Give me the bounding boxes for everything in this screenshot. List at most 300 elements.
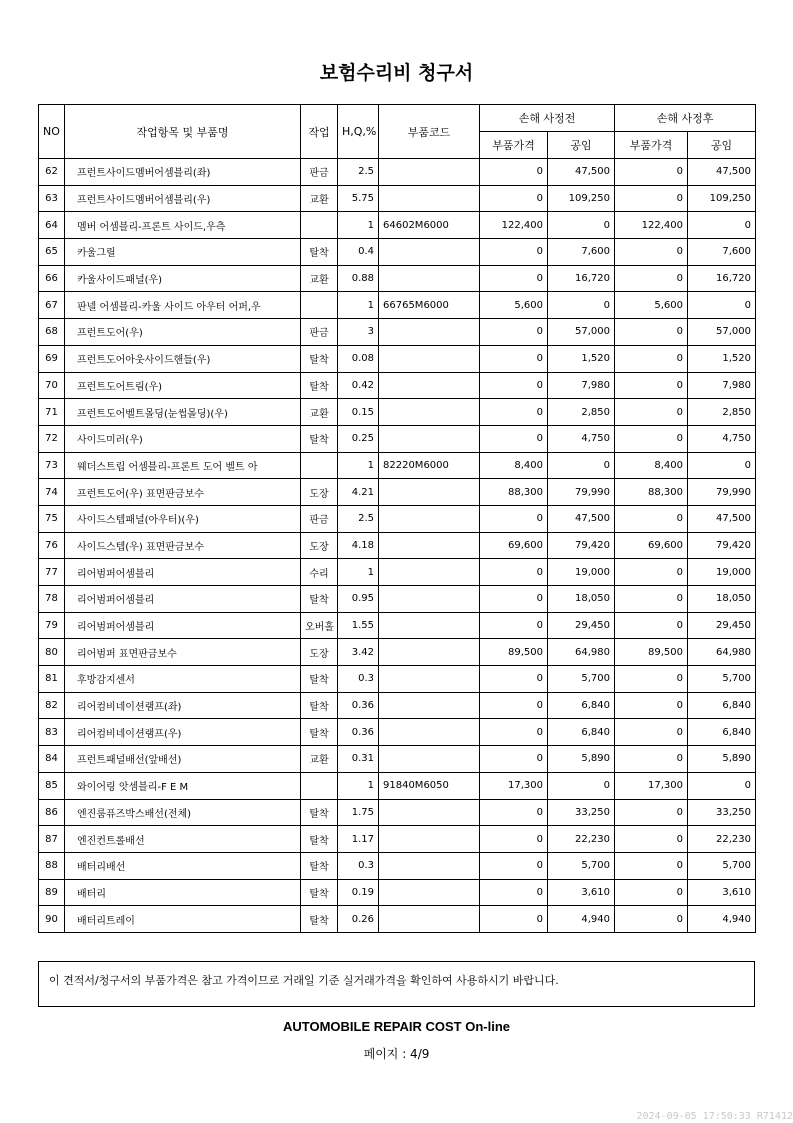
cell-name: 사이드미러(우) xyxy=(65,425,301,452)
cell-bl: 1,520 xyxy=(548,345,615,372)
cell-ap: 0 xyxy=(615,319,688,346)
cell-ap: 8,400 xyxy=(615,452,688,479)
cell-name: 웨더스트립 어셈블리-프론트 도어 벨트 아 xyxy=(65,452,301,479)
cell-bl: 57,000 xyxy=(548,319,615,346)
cell-hq: 0.31 xyxy=(338,746,379,773)
cell-al: 79,990 xyxy=(688,479,756,506)
cell-no: 62 xyxy=(39,159,65,186)
cell-bp: 5,600 xyxy=(480,292,548,319)
cell-bl: 79,420 xyxy=(548,532,615,559)
cell-work: 탈착 xyxy=(301,906,338,933)
table-row xyxy=(39,559,756,586)
cell-no: 81 xyxy=(39,666,65,693)
header-after-labor: 공임 xyxy=(688,132,756,159)
table-row xyxy=(39,319,756,346)
cell-bl: 64,980 xyxy=(548,639,615,666)
cell-bp: 0 xyxy=(480,746,548,773)
cell-al: 16,720 xyxy=(688,265,756,292)
cell-ap: 0 xyxy=(615,159,688,186)
cell-no: 68 xyxy=(39,319,65,346)
cell-work xyxy=(301,292,338,319)
repair-cost-table xyxy=(38,104,756,933)
cell-work: 도장 xyxy=(301,479,338,506)
cell-hq: 0.25 xyxy=(338,425,379,452)
cell-ap: 0 xyxy=(615,852,688,879)
cell-work: 탈착 xyxy=(301,852,338,879)
cell-hq: 4.18 xyxy=(338,532,379,559)
cell-work xyxy=(301,212,338,239)
cell-bl: 0 xyxy=(548,772,615,799)
cell-bp: 0 xyxy=(480,879,548,906)
cell-bl: 109,250 xyxy=(548,185,615,212)
cell-hq: 0.08 xyxy=(338,345,379,372)
table-row xyxy=(39,159,756,186)
table-row xyxy=(39,372,756,399)
cell-work: 탈착 xyxy=(301,586,338,613)
cell-bp: 0 xyxy=(480,265,548,292)
cell-ap: 0 xyxy=(615,505,688,532)
cell-bp: 0 xyxy=(480,319,548,346)
cell-code xyxy=(379,639,480,666)
cell-bl: 0 xyxy=(548,212,615,239)
cell-hq: 2.5 xyxy=(338,159,379,186)
cell-work: 탈착 xyxy=(301,345,338,372)
cell-code xyxy=(379,692,480,719)
cell-ap: 0 xyxy=(615,265,688,292)
table-row xyxy=(39,505,756,532)
header-hq: H,Q,% xyxy=(338,105,379,159)
cell-bl: 4,940 xyxy=(548,906,615,933)
footer-title: AUTOMOBILE REPAIR COST On-line xyxy=(282,1019,511,1034)
cell-code xyxy=(379,372,480,399)
cell-name: 프런트도어벨트몰딩(눈썹몰딩)(우) xyxy=(65,399,301,426)
cell-name: 엔진컨트롤배선 xyxy=(65,826,301,853)
table-row xyxy=(39,292,756,319)
cell-ap: 0 xyxy=(615,826,688,853)
table-row xyxy=(39,185,756,212)
cell-ap: 0 xyxy=(615,666,688,693)
cell-bl: 7,980 xyxy=(548,372,615,399)
table-body xyxy=(39,159,756,933)
cell-ap: 0 xyxy=(615,612,688,639)
timestamp-stamp: 2024-09-05 17:50:33 R71412 xyxy=(636,1111,793,1122)
cell-name: 사이드스텝패널(아우터)(우) xyxy=(65,505,301,532)
cell-al: 109,250 xyxy=(688,185,756,212)
cell-code: 66765M6000 xyxy=(379,292,480,319)
cell-name: 프런트도어(우) xyxy=(65,319,301,346)
cell-code: 64602M6000 xyxy=(379,212,480,239)
cell-name: 프런트사이드멤버어셈블리(좌) xyxy=(65,159,301,186)
header-after-part-price: 부품가격 xyxy=(615,132,688,159)
cell-no: 76 xyxy=(39,532,65,559)
cell-name: 프런트도어(우) 표면판금보수 xyxy=(65,479,301,506)
cell-al: 2,850 xyxy=(688,399,756,426)
cell-code xyxy=(379,799,480,826)
cell-no: 79 xyxy=(39,612,65,639)
cell-bp: 122,400 xyxy=(480,212,548,239)
cell-bp: 0 xyxy=(480,799,548,826)
cell-no: 90 xyxy=(39,906,65,933)
cell-work: 탈착 xyxy=(301,826,338,853)
table-row xyxy=(39,399,756,426)
cell-ap: 5,600 xyxy=(615,292,688,319)
header-no: NO xyxy=(39,105,65,159)
cell-code xyxy=(379,319,480,346)
cell-bl: 3,610 xyxy=(548,879,615,906)
cell-name: 리어컴비네이션램프(우) xyxy=(65,719,301,746)
cell-al: 3,610 xyxy=(688,879,756,906)
cell-work: 탈착 xyxy=(301,879,338,906)
cell-bl: 0 xyxy=(548,452,615,479)
table-row xyxy=(39,532,756,559)
cell-al: 19,000 xyxy=(688,559,756,586)
cell-hq: 1 xyxy=(338,559,379,586)
cell-bp: 0 xyxy=(480,345,548,372)
cell-code xyxy=(379,826,480,853)
cell-bp: 0 xyxy=(480,586,548,613)
cell-code xyxy=(379,265,480,292)
cell-name: 배터리 xyxy=(65,879,301,906)
cell-bl: 2,850 xyxy=(548,399,615,426)
cell-ap: 0 xyxy=(615,906,688,933)
header-code: 부품코드 xyxy=(379,105,480,159)
cell-code xyxy=(379,906,480,933)
cell-bp: 0 xyxy=(480,239,548,266)
cell-bp: 0 xyxy=(480,612,548,639)
cell-ap: 17,300 xyxy=(615,772,688,799)
cell-bl: 6,840 xyxy=(548,692,615,719)
cell-hq: 0.26 xyxy=(338,906,379,933)
cell-bp: 0 xyxy=(480,719,548,746)
cell-bp: 17,300 xyxy=(480,772,548,799)
header-after: 손해 사정후 xyxy=(615,105,756,132)
cell-work: 탈착 xyxy=(301,666,338,693)
cell-code: 91840M6050 xyxy=(379,772,480,799)
table-row xyxy=(39,212,756,239)
cell-no: 84 xyxy=(39,746,65,773)
cell-bl: 18,050 xyxy=(548,586,615,613)
cell-al: 64,980 xyxy=(688,639,756,666)
cell-no: 67 xyxy=(39,292,65,319)
cell-work: 도장 xyxy=(301,532,338,559)
cell-bl: 0 xyxy=(548,292,615,319)
cell-name: 리어범퍼 표면판금보수 xyxy=(65,639,301,666)
table-row xyxy=(39,826,756,853)
cell-work: 교환 xyxy=(301,185,338,212)
cell-name: 배터리트레이 xyxy=(65,906,301,933)
cell-hq: 5.75 xyxy=(338,185,379,212)
cell-bl: 29,450 xyxy=(548,612,615,639)
cell-name: 리어범퍼어셈블리 xyxy=(65,559,301,586)
cell-work: 판금 xyxy=(301,319,338,346)
cell-name: 프런트도어아웃사이드핸들(우) xyxy=(65,345,301,372)
cell-bp: 0 xyxy=(480,559,548,586)
cell-hq: 0.36 xyxy=(338,719,379,746)
cell-name: 판넬 어셈블리-카울 사이드 아우터 어퍼,우 xyxy=(65,292,301,319)
cell-bl: 5,890 xyxy=(548,746,615,773)
cell-code xyxy=(379,852,480,879)
cell-no: 72 xyxy=(39,425,65,452)
table-row xyxy=(39,746,756,773)
cell-ap: 89,500 xyxy=(615,639,688,666)
cell-ap: 88,300 xyxy=(615,479,688,506)
cell-code: 82220M6000 xyxy=(379,452,480,479)
cell-al: 4,750 xyxy=(688,425,756,452)
cell-bl: 16,720 xyxy=(548,265,615,292)
cell-no: 73 xyxy=(39,452,65,479)
cell-hq: 3.42 xyxy=(338,639,379,666)
cell-work: 오버홀 xyxy=(301,612,338,639)
cell-hq: 0.88 xyxy=(338,265,379,292)
cell-name: 리어범퍼어셈블리 xyxy=(65,586,301,613)
table-row xyxy=(39,799,756,826)
cell-code xyxy=(379,559,480,586)
cell-al: 57,000 xyxy=(688,319,756,346)
cell-name: 와이어링 앗셈블리-F E M xyxy=(65,772,301,799)
cell-work: 탈착 xyxy=(301,425,338,452)
cell-al: 5,700 xyxy=(688,852,756,879)
cell-no: 64 xyxy=(39,212,65,239)
cell-ap: 0 xyxy=(615,586,688,613)
cell-hq: 1 xyxy=(338,772,379,799)
cell-ap: 0 xyxy=(615,345,688,372)
cell-no: 65 xyxy=(39,239,65,266)
cell-work: 수리 xyxy=(301,559,338,586)
cell-no: 63 xyxy=(39,185,65,212)
table-row xyxy=(39,666,756,693)
cell-bp: 89,500 xyxy=(480,639,548,666)
cell-hq: 4.21 xyxy=(338,479,379,506)
cell-al: 47,500 xyxy=(688,159,756,186)
table-row xyxy=(39,639,756,666)
cell-work: 도장 xyxy=(301,639,338,666)
cell-ap: 0 xyxy=(615,879,688,906)
cell-name: 프런트패널배선(앞배선) xyxy=(65,746,301,773)
cell-hq: 1.17 xyxy=(338,826,379,853)
cell-bp: 0 xyxy=(480,666,548,693)
cell-ap: 122,400 xyxy=(615,212,688,239)
table-row xyxy=(39,345,756,372)
cell-name: 리어컴비네이션램프(좌) xyxy=(65,692,301,719)
cell-ap: 0 xyxy=(615,399,688,426)
header-before-part-price: 부품가격 xyxy=(480,132,548,159)
cell-no: 89 xyxy=(39,879,65,906)
cell-hq: 1.55 xyxy=(338,612,379,639)
cell-work: 탈착 xyxy=(301,372,338,399)
cell-ap: 0 xyxy=(615,559,688,586)
cell-no: 74 xyxy=(39,479,65,506)
cell-ap: 0 xyxy=(615,372,688,399)
document-title: 보험수리비 청구서 xyxy=(319,62,474,84)
cell-code xyxy=(379,719,480,746)
cell-bl: 47,500 xyxy=(548,159,615,186)
cell-no: 70 xyxy=(39,372,65,399)
cell-ap: 0 xyxy=(615,425,688,452)
cell-al: 5,700 xyxy=(688,666,756,693)
cell-bl: 7,600 xyxy=(548,239,615,266)
cell-bp: 0 xyxy=(480,159,548,186)
cell-al: 7,600 xyxy=(688,239,756,266)
cell-name: 카울그릴 xyxy=(65,239,301,266)
cell-work: 교환 xyxy=(301,265,338,292)
cell-no: 83 xyxy=(39,719,65,746)
cell-bl: 22,230 xyxy=(548,826,615,853)
cell-bp: 0 xyxy=(480,692,548,719)
cell-no: 75 xyxy=(39,505,65,532)
cell-al: 18,050 xyxy=(688,586,756,613)
cell-ap: 0 xyxy=(615,692,688,719)
cell-name: 카울사이드패널(우) xyxy=(65,265,301,292)
cell-name: 프런트사이드멤버어셈블리(우) xyxy=(65,185,301,212)
cell-bp: 0 xyxy=(480,399,548,426)
cell-code xyxy=(379,746,480,773)
cell-work: 탈착 xyxy=(301,719,338,746)
cell-bp: 0 xyxy=(480,425,548,452)
cell-bp: 0 xyxy=(480,185,548,212)
cell-name: 멤버 어셈블리-프론트 사이드,우측 xyxy=(65,212,301,239)
cell-ap: 0 xyxy=(615,799,688,826)
cell-al: 4,940 xyxy=(688,906,756,933)
cell-work: 탈착 xyxy=(301,239,338,266)
cell-no: 71 xyxy=(39,399,65,426)
cell-bp: 0 xyxy=(480,906,548,933)
cell-al: 5,890 xyxy=(688,746,756,773)
cell-al: 6,840 xyxy=(688,719,756,746)
cell-bl: 6,840 xyxy=(548,719,615,746)
cell-ap: 0 xyxy=(615,185,688,212)
cell-al: 7,980 xyxy=(688,372,756,399)
header-item: 작업항목 및 부품명 xyxy=(65,105,301,159)
table-row xyxy=(39,772,756,799)
cell-no: 87 xyxy=(39,826,65,853)
cell-ap: 0 xyxy=(615,239,688,266)
table-row xyxy=(39,852,756,879)
cell-work: 판금 xyxy=(301,505,338,532)
cell-hq: 0.19 xyxy=(338,879,379,906)
cell-bp: 88,300 xyxy=(480,479,548,506)
cell-code xyxy=(379,479,480,506)
cell-al: 29,450 xyxy=(688,612,756,639)
table-row xyxy=(39,879,756,906)
table-row xyxy=(39,586,756,613)
cell-ap: 69,600 xyxy=(615,532,688,559)
cell-ap: 0 xyxy=(615,746,688,773)
cell-code xyxy=(379,532,480,559)
cell-hq: 2.5 xyxy=(338,505,379,532)
cell-no: 69 xyxy=(39,345,65,372)
cell-hq: 0.3 xyxy=(338,666,379,693)
cell-ap: 0 xyxy=(615,719,688,746)
table-row xyxy=(39,452,756,479)
cell-hq: 1 xyxy=(338,212,379,239)
table-row xyxy=(39,479,756,506)
cell-name: 사이드스텝(우) 표면판금보수 xyxy=(65,532,301,559)
cell-bp: 0 xyxy=(480,826,548,853)
cell-code xyxy=(379,425,480,452)
cell-hq: 0.3 xyxy=(338,852,379,879)
cell-code xyxy=(379,159,480,186)
cell-al: 0 xyxy=(688,212,756,239)
cell-bl: 79,990 xyxy=(548,479,615,506)
header-before-labor: 공임 xyxy=(548,132,615,159)
table-row xyxy=(39,612,756,639)
cell-work: 탈착 xyxy=(301,692,338,719)
cell-work: 탈착 xyxy=(301,799,338,826)
cell-name: 엔진룸퓨즈박스배선(전체) xyxy=(65,799,301,826)
cell-bl: 33,250 xyxy=(548,799,615,826)
cell-no: 88 xyxy=(39,852,65,879)
table-row xyxy=(39,239,756,266)
cell-bl: 19,000 xyxy=(548,559,615,586)
table-row xyxy=(39,906,756,933)
cell-code xyxy=(379,666,480,693)
cell-name: 리어범퍼어셈블리 xyxy=(65,612,301,639)
cell-no: 80 xyxy=(39,639,65,666)
cell-al: 33,250 xyxy=(688,799,756,826)
cell-hq: 0.15 xyxy=(338,399,379,426)
cell-code xyxy=(379,399,480,426)
cell-hq: 0.4 xyxy=(338,239,379,266)
cell-work: 교환 xyxy=(301,746,338,773)
cell-bp: 0 xyxy=(480,505,548,532)
cell-bl: 47,500 xyxy=(548,505,615,532)
cell-name: 배터리배선 xyxy=(65,852,301,879)
table-row xyxy=(39,265,756,292)
cell-work: 교환 xyxy=(301,399,338,426)
cell-hq: 1 xyxy=(338,292,379,319)
cell-code xyxy=(379,586,480,613)
cell-code xyxy=(379,612,480,639)
cell-al: 22,230 xyxy=(688,826,756,853)
cell-no: 86 xyxy=(39,799,65,826)
cell-bl: 5,700 xyxy=(548,666,615,693)
header-before: 손해 사정전 xyxy=(480,105,615,132)
cell-hq: 1.75 xyxy=(338,799,379,826)
cell-hq: 0.36 xyxy=(338,692,379,719)
cell-work: 판금 xyxy=(301,159,338,186)
cell-hq: 1 xyxy=(338,452,379,479)
cell-al: 0 xyxy=(688,452,756,479)
cell-al: 0 xyxy=(688,772,756,799)
header-work: 작업 xyxy=(301,105,338,159)
cell-al: 1,520 xyxy=(688,345,756,372)
cell-bl: 5,700 xyxy=(548,852,615,879)
cell-bl: 4,750 xyxy=(548,425,615,452)
cell-code xyxy=(379,239,480,266)
cell-hq: 3 xyxy=(338,319,379,346)
table-row xyxy=(39,692,756,719)
cell-work xyxy=(301,772,338,799)
cell-no: 66 xyxy=(39,265,65,292)
cell-name: 프런트도어트림(우) xyxy=(65,372,301,399)
cell-al: 6,840 xyxy=(688,692,756,719)
cell-code xyxy=(379,345,480,372)
table-row xyxy=(39,425,756,452)
cell-work xyxy=(301,452,338,479)
cell-no: 85 xyxy=(39,772,65,799)
table-row xyxy=(39,719,756,746)
cell-code xyxy=(379,879,480,906)
cell-al: 47,500 xyxy=(688,505,756,532)
page-number: 페이지 : 4/9 xyxy=(363,1047,430,1061)
cell-no: 82 xyxy=(39,692,65,719)
cell-no: 77 xyxy=(39,559,65,586)
notice-box xyxy=(38,961,755,1007)
cell-al: 79,420 xyxy=(688,532,756,559)
cell-bp: 0 xyxy=(480,852,548,879)
cell-code xyxy=(379,505,480,532)
cell-bp: 8,400 xyxy=(480,452,548,479)
